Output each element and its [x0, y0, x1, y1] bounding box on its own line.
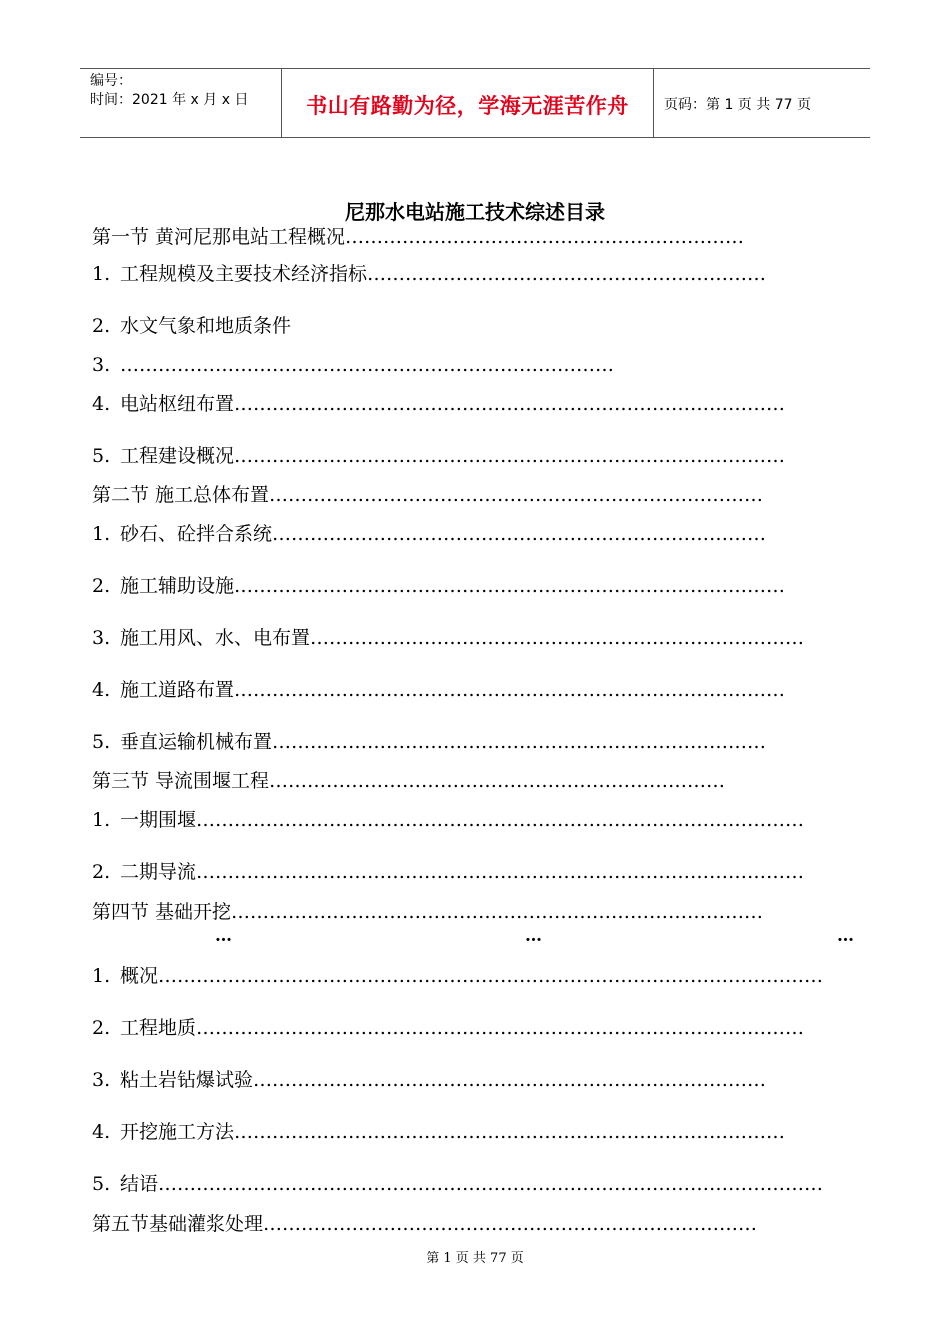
toc-entry — [92, 728, 862, 756]
toc-entry-text: 第二节 施工总体布置…………………………………………………………………… — [92, 484, 764, 506]
toc-entry-number: 1. — [92, 965, 111, 987]
toc-entry-text: 二期导流…………………………………………………………………………………… — [120, 861, 805, 883]
toc-entry — [92, 1066, 862, 1094]
toc-entry-text: 第五节基础灌浆处理…………………………………………………………………… — [92, 1213, 758, 1235]
toc-entry-text: 第一节 黄河尼那电站工程概况……………………………………………………… — [92, 226, 745, 248]
toc-entry-number: 2. — [92, 575, 111, 597]
toc-entry — [92, 442, 862, 470]
toc-entry — [92, 223, 862, 251]
toc-entry-number: 2. — [92, 315, 111, 337]
toc-entry-number: 5. — [92, 445, 111, 467]
toc-entry-text: 工程规模及主要技术经济指标……………………………………………………… — [120, 263, 767, 285]
toc-entry-number: 4. — [92, 679, 111, 701]
toc-entry-text: 一期围堰…………………………………………………………………………………… — [120, 809, 805, 831]
toc-entry-number: 1. — [92, 263, 111, 285]
toc-entry-number: 4. — [92, 393, 111, 415]
toc-entry — [92, 390, 862, 418]
toc-entry — [92, 1118, 862, 1146]
toc-entry-text: 概况…………………………………………………………………………………………… — [120, 965, 824, 987]
toc-entry-text: …………………………………………………………………… — [120, 354, 614, 376]
document-number-label: 编号： — [90, 73, 132, 89]
toc-entry-text: 施工辅助设施…………………………………………………………………………… — [120, 575, 786, 597]
toc-entry — [92, 1170, 862, 1198]
toc-entry-text: 粘土岩钻爆试验……………………………………………………………………… — [120, 1069, 767, 1091]
toc-entry — [92, 1014, 862, 1042]
overflow-dots-3: … — [837, 926, 855, 946]
toc-entry-text: 第四节 基础开挖………………………………………………………………………… — [92, 901, 764, 923]
toc-entry-number: 3. — [92, 1069, 111, 1091]
toc-entry-text: 结语…………………………………………………………………………………………… — [120, 1173, 824, 1195]
toc-entry-text: 施工用风、水、电布置…………………………………………………………………… — [120, 627, 805, 649]
toc-entry — [92, 858, 862, 886]
toc-entry-number: 3. — [92, 627, 111, 649]
overflow-dots-2: … — [525, 926, 543, 946]
toc-entry-text: 施工道路布置…………………………………………………………………………… — [120, 679, 786, 701]
toc-entry — [92, 806, 862, 834]
header-motto: 书山有路勤为径，学海无涯苦作舟 — [306, 94, 629, 118]
toc-entry-number: 1. — [92, 523, 111, 545]
toc-entry-number: 1. — [92, 809, 111, 831]
overflow-dots-1: … — [215, 926, 233, 946]
toc-entry — [92, 572, 862, 600]
toc-entry-text: 工程地质…………………………………………………………………………………… — [120, 1017, 805, 1039]
toc-entry — [92, 260, 862, 288]
toc-entry-text: 砂石、砼拌合系统…………………………………………………………………… — [120, 523, 767, 545]
toc-entry — [92, 481, 862, 509]
toc-entry-text: 第三节 导流围堰工程……………………………………………………………… — [92, 770, 726, 792]
toc-entry-number: 4. — [92, 1121, 111, 1143]
toc-entry-text: 开挖施工方法…………………………………………………………………………… — [120, 1121, 786, 1143]
toc-entry-number: 5. — [92, 731, 111, 753]
toc-entry — [92, 962, 862, 990]
toc-entry — [92, 676, 862, 704]
toc-entry — [92, 312, 862, 340]
toc-entry-text: 垂直运输机械布置…………………………………………………………………… — [120, 731, 767, 753]
page-footer: 第 1 页 共 77 页 — [426, 1251, 524, 1266]
toc-entry-number: 5. — [92, 1173, 111, 1195]
toc-entry — [92, 898, 862, 926]
document-date-label: 时间：2021 年 x 月 x 日 — [90, 92, 249, 108]
toc-entry-text: 电站枢纽布置…………………………………………………………………………… — [120, 393, 786, 415]
toc-entry — [92, 1210, 862, 1238]
toc-entry — [92, 351, 862, 379]
toc-entry-text: 水文气象和地质条件 — [120, 315, 292, 337]
toc-entry — [92, 624, 862, 652]
toc-entry-number: 2. — [92, 861, 111, 883]
toc-entry — [92, 520, 862, 548]
page-title: 尼那水电站施工技术综述目录 — [345, 200, 605, 224]
toc-entry — [92, 767, 862, 795]
toc-entry-number: 3. — [92, 354, 111, 376]
toc-entry-text: 工程建设概况…………………………………………………………………………… — [120, 445, 786, 467]
header-page-info: 页码：第 1 页 共 77 页 — [664, 97, 811, 113]
toc-entry-number: 2. — [92, 1017, 111, 1039]
